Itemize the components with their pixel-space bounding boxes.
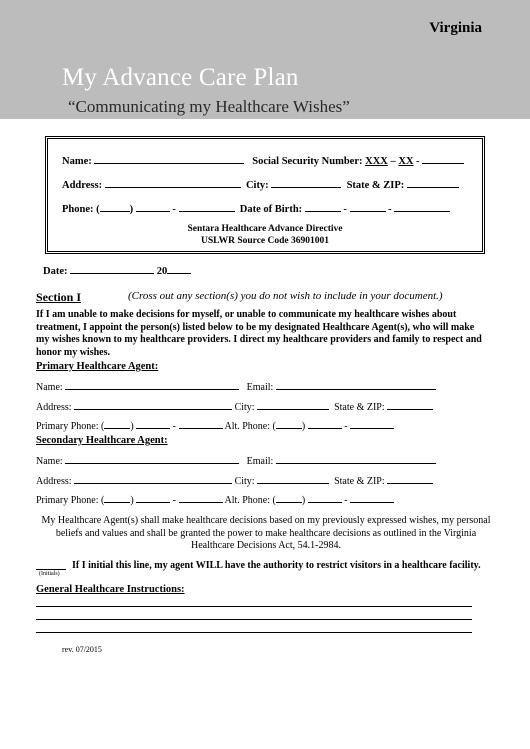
primary-name-field[interactable] — [65, 378, 239, 390]
primary-agent-heading: Primary Healthcare Agent: — [36, 361, 159, 372]
year-field[interactable] — [167, 262, 191, 274]
authority-paragraph: My Healthcare Agent(s) shall make healthcare decisions based on my previously expressed wishes, my personal beliefs and values and shall be granted the power to make healthcare decisions as outlined in the Virginia Healthcare Decisions Act, 54.1-2984. — [41, 515, 491, 551]
name-label: Name: — [62, 156, 92, 167]
city-label: City: — [245, 180, 269, 191]
secondary-agent-heading: Secondary Healthcare Agent: — [36, 435, 168, 446]
secondary-alt-area-code-field[interactable] — [276, 491, 302, 503]
name-label: Name: — [36, 456, 63, 467]
primary-address-field[interactable] — [74, 398, 232, 410]
date-label: Date: — [43, 266, 68, 277]
dash: - — [344, 495, 348, 506]
primary-address-row — [36, 398, 433, 413]
dash: - — [343, 204, 347, 215]
phone-label: Phone: — [62, 204, 94, 215]
section-paragraph: If I am unable to make decisions for myself, or unable to communicate my healthcare wishes about treatment, I appoint the person(s) listed below to be my designated Healthcare Agent(s), who will make my wishes known to my healthcare providers. I direct my healthcare providers and family to respect and honor my wishes. — [36, 309, 482, 358]
section-instruction: (Cross out any section(s) you do not wish to include in your document.) — [128, 290, 443, 302]
patient-phone-prefix-field[interactable] — [136, 200, 170, 212]
city-label: City: — [234, 402, 255, 413]
secondary-state-zip-field[interactable] — [387, 472, 433, 484]
email-label: Email: — [246, 382, 274, 393]
secondary-city-field[interactable] — [257, 472, 329, 484]
address-label: Address: — [36, 476, 72, 487]
revision-label: rev. 07/2015 — [62, 645, 102, 654]
paren-close: ) — [130, 495, 134, 506]
patient-area-code-field[interactable] — [100, 200, 130, 212]
ssn-part2: XX — [398, 156, 414, 167]
city-label: City: — [234, 476, 255, 487]
phone-label: Primary Phone: ( — [36, 421, 105, 432]
secondary-area-code-field[interactable] — [104, 491, 130, 503]
primary-alt-line-field[interactable] — [350, 417, 394, 429]
primary-state-zip-field[interactable] — [387, 398, 433, 410]
secondary-address-row — [36, 472, 433, 487]
patient-address-field[interactable] — [105, 176, 241, 188]
date-row — [43, 262, 191, 277]
ssn-dash: – — [390, 156, 396, 167]
alt-phone-label: Alt. Phone: ( — [224, 421, 276, 432]
secondary-address-field[interactable] — [74, 472, 232, 484]
dash: - — [172, 421, 177, 432]
primary-area-code-field[interactable] — [104, 417, 130, 429]
secondary-phone-prefix-field[interactable] — [136, 491, 170, 503]
initials-caption: (Initials) — [39, 571, 60, 577]
primary-alt-prefix-field[interactable] — [308, 417, 342, 429]
patient-city-field[interactable] — [271, 176, 341, 188]
dash: - — [388, 204, 392, 215]
secondary-name-row — [36, 452, 436, 467]
primary-phone-line-field[interactable] — [179, 417, 223, 429]
primary-email-field[interactable] — [276, 378, 436, 390]
dob-year-field[interactable] — [394, 200, 450, 212]
ssn-dash: - — [416, 156, 420, 167]
patient-phone-line-field[interactable] — [179, 200, 235, 212]
primary-phone-prefix-field[interactable] — [136, 417, 170, 429]
paren-close: ) — [129, 204, 134, 215]
instructions-line-1[interactable] — [36, 606, 472, 607]
patient-address-row — [62, 176, 459, 191]
initials-statement: If I initial this line, my agent WILL have the authority to restrict visitors in a healthcare facility. — [72, 560, 481, 571]
section-heading: Section I — [36, 290, 81, 304]
secondary-alt-line-field[interactable] — [350, 491, 394, 503]
instructions-line-2[interactable] — [36, 619, 472, 620]
dash: - — [172, 204, 176, 215]
general-instructions-heading: General Healthcare Instructions: — [36, 584, 185, 595]
dash: - — [344, 421, 348, 432]
org-line-1: Sentara Healthcare Advance Directive — [187, 224, 343, 234]
initials-field[interactable] — [36, 558, 66, 570]
patient-state-zip-field[interactable] — [407, 176, 459, 188]
secondary-email-field[interactable] — [276, 452, 436, 464]
dob-day-field[interactable] — [350, 200, 386, 212]
paren-open: ( — [96, 204, 100, 215]
primary-phone-row — [36, 417, 394, 432]
primary-alt-area-code-field[interactable] — [276, 417, 302, 429]
page-title: My Advance Care Plan — [62, 64, 299, 91]
state-zip-label: State & ZIP: — [346, 180, 405, 191]
secondary-phone-row — [36, 491, 394, 506]
patient-name-field[interactable] — [94, 152, 244, 164]
primary-name-row — [36, 378, 436, 393]
paren-close: ) — [130, 421, 134, 432]
dob-month-field[interactable] — [305, 200, 341, 212]
phone-label: Primary Phone: ( — [36, 495, 105, 506]
address-label: Address: — [62, 180, 103, 191]
secondary-name-field[interactable] — [65, 452, 239, 464]
address-label: Address: — [36, 402, 72, 413]
state-zip-label: State & ZIP: — [334, 402, 385, 413]
paren-close: ) — [301, 421, 306, 432]
date-field[interactable] — [70, 262, 154, 274]
dash: - — [172, 495, 177, 506]
patient-name-row — [62, 152, 464, 167]
dob-label: Date of Birth: — [239, 204, 303, 215]
patient-phone-row — [62, 200, 450, 215]
instructions-line-3[interactable] — [36, 632, 472, 633]
page-subtitle: “Communicating my Healthcare Wishes” — [68, 97, 350, 116]
state-label: Virginia — [429, 20, 482, 36]
paren-close: ) — [301, 495, 306, 506]
email-label: Email: — [246, 456, 274, 467]
name-label: Name: — [36, 382, 63, 393]
ssn-part1: XXX — [365, 156, 388, 167]
alt-phone-label: Alt. Phone: ( — [224, 495, 276, 506]
state-zip-label: State & ZIP: — [334, 476, 385, 487]
ssn-label: Social Security Number: — [252, 156, 363, 167]
year-prefix: 20 — [156, 266, 168, 277]
secondary-phone-line-field[interactable] — [179, 491, 223, 503]
org-line-2: USLWR Source Code 36901001 — [201, 236, 329, 246]
secondary-alt-prefix-field[interactable] — [308, 491, 342, 503]
ssn-last4-field[interactable] — [422, 152, 464, 164]
primary-city-field[interactable] — [257, 398, 329, 410]
